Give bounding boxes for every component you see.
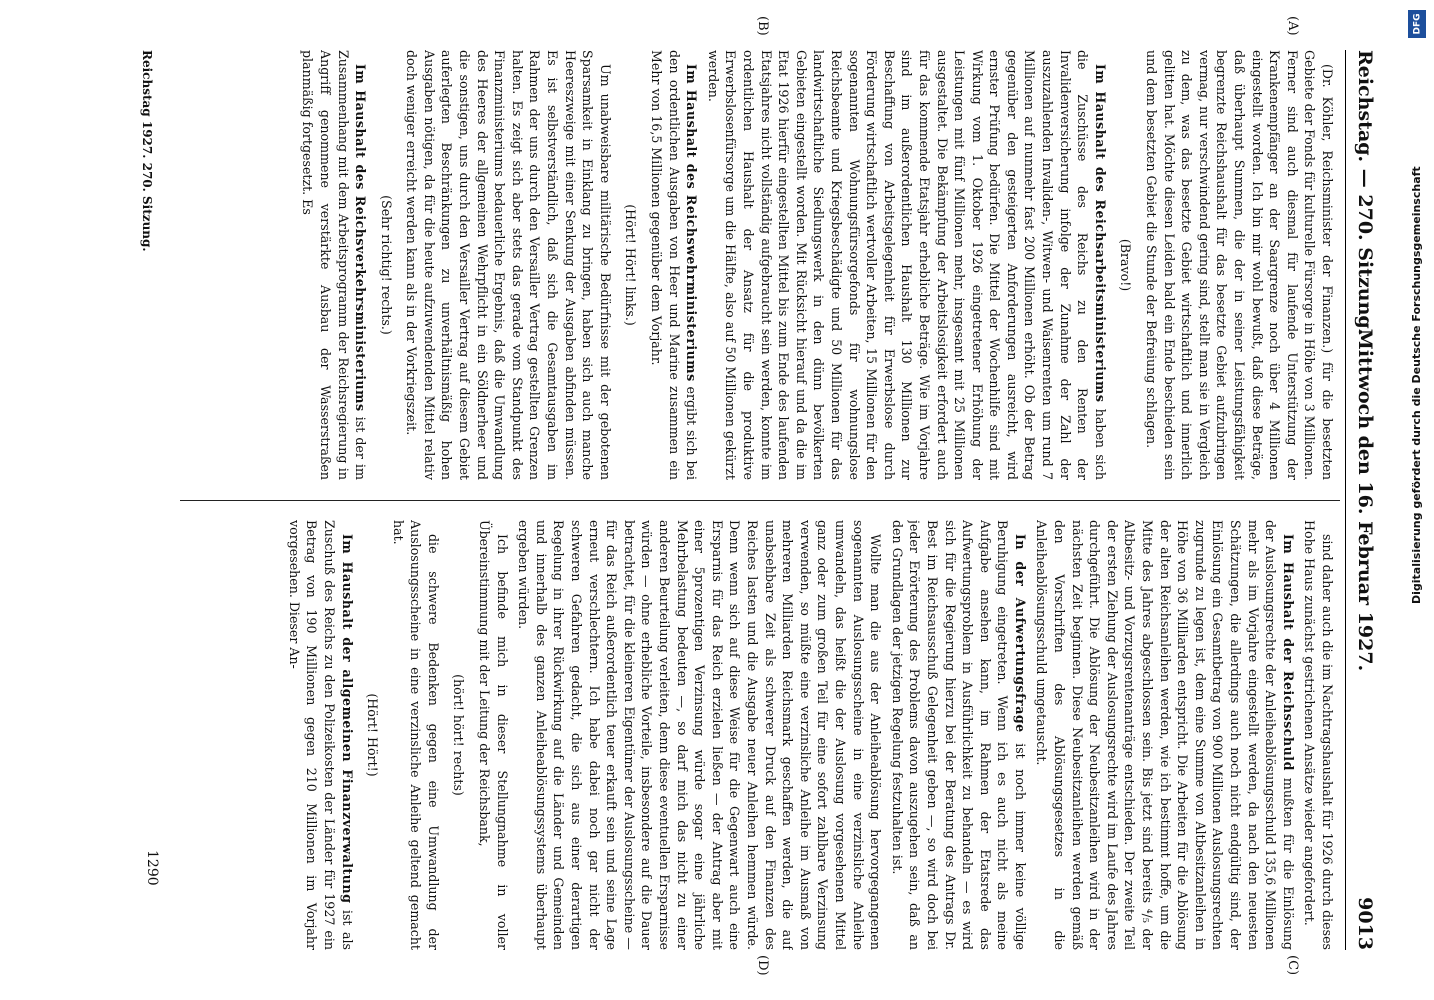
header-left: Reichstag. — 270. Sitzung.	[1354, 50, 1376, 336]
paragraph	[285, 520, 355, 950]
paragraph	[476, 520, 511, 950]
digitization-strip	[1404, 8, 1430, 998]
paragraph	[1301, 520, 1336, 950]
paragraph-text: (hört! hört! rechts)	[451, 674, 467, 796]
paragraph-text: ergibt sich bei den ordentlichen Ausgaben von Heer und Marine zusammen ein Mehr von 16,5 Millionen gegenüber dem Vorjahr.	[649, 50, 700, 480]
section-heading: Im Haushalt des Reichswehrministeriums	[684, 64, 700, 382]
paragraph-text: Ich befinde mich in dieser Stellungnahme in voller Übereinstimmung mit der Leitung der Reichsbank,	[477, 520, 510, 950]
paragraph	[704, 50, 1109, 480]
footer-page-number: 1290	[144, 850, 160, 886]
paragraph-text: (Sehr richtig! rechts.)	[378, 195, 394, 335]
paragraph-text: (Hört! Hört! links.)	[623, 204, 639, 326]
paragraph	[888, 520, 1029, 950]
dfg-logo-badge: DFG	[1408, 10, 1426, 38]
margin-marker-a: (A)	[1285, 16, 1300, 36]
interjection	[450, 520, 468, 950]
paragraph	[647, 50, 700, 480]
section-heading: Im Haushalt der Reichsschuld	[1280, 534, 1296, 771]
interjection	[364, 520, 382, 950]
paragraph-text: (Hört! Hört!)	[365, 693, 381, 777]
section-heading: Im Haushalt des Reichsarbeitsministeriums	[1092, 64, 1108, 403]
margin-marker-c: (C)	[1285, 955, 1300, 976]
paragraph	[403, 50, 614, 480]
page-header	[1345, 50, 1380, 950]
margin-marker-d: (D)	[755, 955, 770, 976]
section-heading: In der Aufwertungsfrage	[1012, 534, 1028, 733]
paragraph	[1033, 520, 1297, 950]
left-column	[166, 50, 1336, 480]
footer-left: Reichstag 1927. 270. Sitzung.	[140, 50, 154, 252]
paragraph	[299, 50, 369, 480]
paragraph-text: sind daher auch die im Nachtragshaushalt für 1926 durch dieses Hohe Haus zunächst gestrichenen Ansätze wieder angefordert.	[1302, 520, 1335, 950]
paragraph-text: (Bravo!)	[1118, 238, 1134, 292]
paragraph-text: haben sich die Zuschüsse des Reichs zu den Renten der Invalidenversicherung infolge der Zunahme der Zahl der auszuzahlenden Invaliden-, Witwen- und Waisenrenten um rund 7 Millionen auf nunmehr fast 200 Millionen erhöht. Ob der Betrag gegenüber den gesteigerten Anforderungen ausreicht, wird ernster Prüfung bedürfen. Die Mittel der Wochenhilfe sind mit Wirkung vom 1. Oktober 1926 eingetretener Erhöhung der Leistungen mit fünf Millionen mehr, insgesamt mit 25 Millionen ausgestaltet. Die Bekämpfung der Arbeitslosigkeit erfordert auch für das kommende Etatsjahr erhebliche Beträge. Wie im Vorjahre sind im außerordentlichen Haushalt 130 Millionen zur Beschaffung von Arbeitsgelegenheit für Erwerbslose durch Förderung wirtschaftlich wertvoller Arbeiten, 15 Millionen für den sogenannten Wohnungsfürsorgefonds für wohnungslose Reichsbeamte und Kriegsbeschädigte und 50 Millionen für das landwirtschaftliche Siedlungswerk in den dünn bevölkerten Gebieten eingestellt worden. Mit Rücksicht hierauf und da die im Etat 1926 hierfür eingestellten Mittel bis zum Ende des laufenden Etatsjahres nicht vollständig aufgebraucht sein werden, konnte im ordentlichen Haushalt der Ansatz für die produktive Erwerbslosenfürsorge um die Hälfte, also auf 50 Millionen gekürzt werden.	[705, 50, 1108, 480]
paragraph-text: ist der im Zusammenhang mit dem Arbeitsprogramm der Reichsregierung in Angriff genommene verstärkte Ausbau der Wasserstraßen planmäßig fortgesetzt. Es	[300, 50, 369, 480]
interjection	[377, 50, 395, 480]
section-heading: Im Haushalt des Reichsverkehrsministeriums	[353, 64, 369, 412]
paragraph-text: Wollte man die aus der Anleiheablösung hervorgegangenen sogenannten Auslosungsscheine in eine verzinsliche Anleihe umwandeln, das heißt die der Auslosung vorgesehenen Mittel ganz oder zum großen Teil für eine sofort zahlbare Verzinsung verwenden, so müßte eine verzinsliche Anleihe im Ausmaß von mehreren Milliarden Reichsmark geschaffen werden, die auf unabsehbare Zeit als schwerer Druck auf den Finanzen des Reiches lasten und die Ausgabe neuer Anleihen hemmen würde. Denn wenn sich auf diese Weise für die Gegenwart auch eine Ersparnis für das Reich erzielen ließen — der Antrag aber mit einer 5prozentigen Verzinsung würde sogar eine jährliche Mehrbelastung bedeuten —, so darf mich das nicht zu einer anderen Beurteilung verleiten, denn diese eventuellen Ersparnisse würden — ohne erhebliche Vorteile, insbesondere auf die Dauer betrachtet, für die kleineren Eigentümer der Auslosungsscheine — für das Reich außerordentlich teuer erkauft sein und seine Lage erneut verschlechtern. Ich habe dabei noch gar nicht der schweren Gefahren gedacht, die sich aus einer derartigen Regelung in ihrer Rückwirkung auf die Länder und Gemeinden und innerhalb des ganzen Anleiheablösungssystems überhaupt ergeben würden.	[516, 520, 884, 950]
paragraph-text: (Dr. Köhler, Reichsminister der Finanzen.) für die besetzten Gebiete der Fonds für kulturelle Fürsorge in Höhe von 3 Millionen. Ferner sind auch diesmal für laufende Unterstützung der Krankenempfänger an der Saargrenze noch über 4 Millionen eingestellt worden. Ich bin mir wohl bewußt, daß diese Beträge, daß überhaupt Summen, die der in seiner Leistungsfähigkeit begrenzte Reichshaushalt für das besetzte Gebiet aufzubringen vermag, nur verschwindend gering sind, stellt man sie in Vergleich zu dem, was das besetzte Gebiet wirtschaftlich und innerlich gelitten hat. Möchte diesen Leiden bald ein Ende beschieden sein und dem besetzten Gebiet die Stunde der Befreiung schlagen.	[1144, 50, 1335, 480]
margin-marker-b: (B)	[755, 16, 770, 36]
digitization-credit: Digitalisierung gefördert durch die Deutsche Forschungsgemeinschaft	[1410, 166, 1423, 604]
paragraph-text: ist als Zuschuß des Reichs zu den Polizeikosten der Länder für 1927 ein Betrag von 190 Millionen gegen 210 Millionen im Vorjahr vorgesehen. Dieser An-	[286, 520, 355, 950]
document-page	[110, 16, 1380, 976]
right-column	[166, 520, 1336, 950]
column-divider	[180, 500, 1340, 501]
interjection	[622, 50, 640, 480]
section-heading: Im Haushalt der allgemeinen Finanzverwaltung	[339, 534, 355, 904]
paragraph-text: ist noch immer keine völlige Beruhigung eingetreten. Wenn ich es auch nicht als meine Aufgabe ansehen kann, im Rahmen der Etatsrede das Aufwertungsproblem in Ausführlichkeit zu behandeln — es wird sich für die Regierung hierzu bei der Beratung des Antrags Dr. Best im Reichsausschuß Gelegenheit geben —, so wird doch bei jeder Erörterung des Problems davon auszugehen sein, daß an den Grundlagen der jetzigen Regelung festzuhalten ist.	[889, 520, 1028, 950]
paragraph	[1142, 50, 1336, 480]
header-date: Mittwoch den 16. Februar 1927.	[1354, 328, 1376, 672]
paragraph	[515, 520, 884, 950]
paragraph-text: Um unabweisbare militärische Bedürfnisse mit der gebotenen Sparsamkeit in Einklang zu bringen, haben sich auch manche Heereszweige mit einer Senkung der Ausgaben abfinden müssen. Es ist selbstverständlich, daß sich die Gesamtausgaben im Rahmen der uns durch den Versailler Vertrag gestellten Grenzen halten. Es zeigt sich aber stets das gerade vom Standpunkt des Finanzministeriums bedauerliche Ergebnis, daß die Umwandlung des Heeres der allgemeinen Wehrpflicht in ein Söldnerheer und die sonstigen, uns durch den Versailler Vertrag auf diesem Gebiet auferlegten Beschränkungen zu unverhältnismäßig hohen Ausgaben nötigen, da für die heute aufzuwendenden Mittel relativ doch weniger erreicht werden kann als in der Vorkriegszeit.	[404, 50, 613, 480]
interjection	[1117, 50, 1135, 480]
paragraph-text: die schwere Bedenken gegen eine Umwandlung der Auslosungsscheine in eine verzinsliche Anleihe geltend gemacht hat.	[390, 520, 441, 950]
paragraph	[389, 520, 442, 950]
header-page-number: 9013	[1354, 897, 1376, 950]
paragraph-text: mußten für die Einlösung der Auslosungsrechte der Anleiheablösungsschuld 135,6 Millionen mehr als im Vorjahre eingestellt werden, da nach den neuesten Schätzungen, die allerdings auch noch nicht endgültig sind, der Einlösung ein Gesamtbetrag von 900 Millionen Auslosungsrechten zugrunde zu legen ist, dem eine Summe von Altbesitzanleihen in Höhe von 36 Milliarden entspricht. Die Arbeiten für die Ablösung der alten Reichsanleihen werden, wie ich bestimmt hoffe, um die Mitte des Jahres abgeschlossen sein. Bis jetzt sind bereits ⁴/₅ der Altbesitz- und Vorzugsrentenanträge entschieden. Der zweite Teil der ersten Ziehung der Auslosungsrechte wird im Laufe des Jahres durchgeführt. Die Ablösung der Neubesitzanleihen wird in der nächsten Zeit beginnen. Diese Neubesitzanleihen werden gemäß den Vorschriften des Ablösungsgesetzes in die Anleiheablösungsschuld umgetauscht.	[1034, 520, 1296, 950]
